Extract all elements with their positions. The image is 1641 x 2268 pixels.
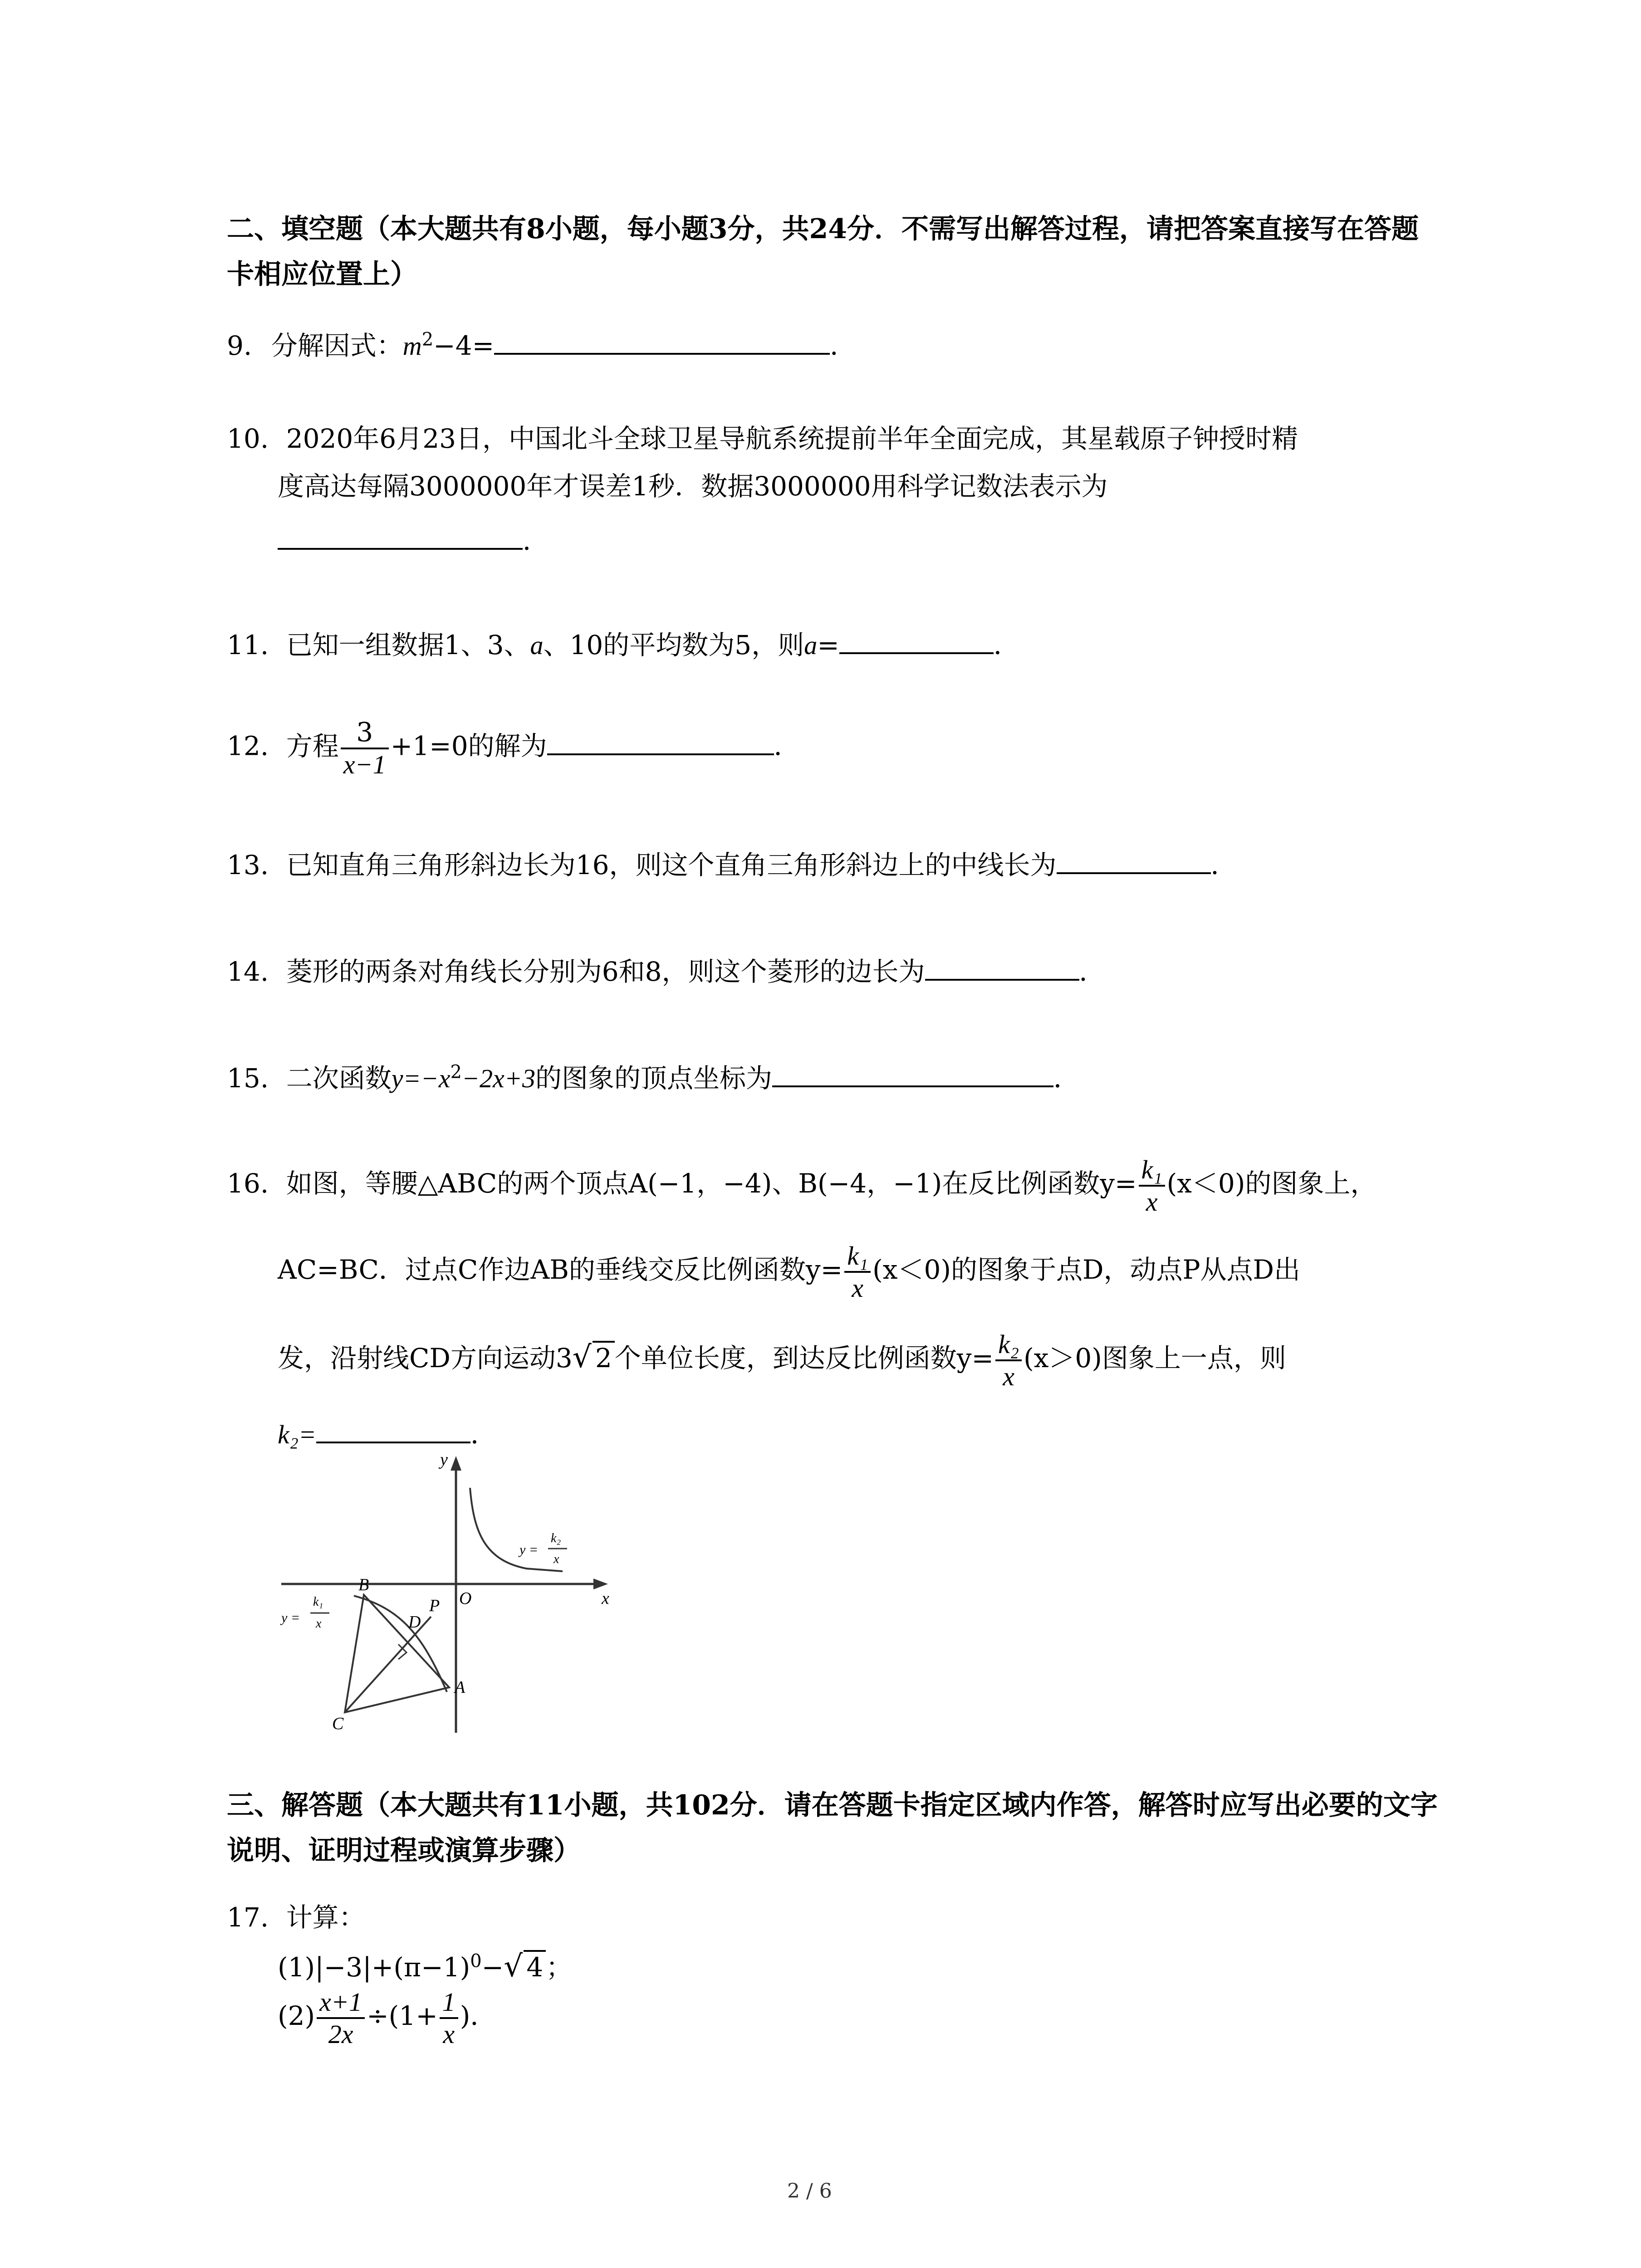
fraction-denominator: 2x [317,2017,365,2049]
question-number: 9. [227,330,252,361]
question-11 [227,624,1020,662]
question-15 [227,1057,1080,1095]
part-label: (2) [278,2000,315,2032]
answer-blank[interactable] [772,1058,1053,1087]
question-text: 已知一组数据1、3、 [286,630,530,660]
question-16-line-3 [278,1329,1286,1392]
question-10-line-3 [278,519,549,557]
question-17 [227,1896,365,1934]
label-b: B [358,1575,369,1594]
math-expression: −2x+3 [461,1064,535,1093]
question-text: (x＞0)图象上一点，则 [1024,1343,1286,1374]
math-expression: y=−x [391,1064,451,1093]
period: ． [993,630,1020,660]
question-text: AC=BC．过点C作边AB的垂线交反比例函数y= [278,1254,843,1286]
fraction-numerator: k₁ [847,1241,868,1271]
math-expression: ÷(1+ [367,2000,438,2032]
period: ． [1079,956,1106,987]
label-c: C [332,1714,344,1733]
answer-blank[interactable] [494,326,830,355]
exponent: 2 [450,1061,462,1083]
question-16-line-2 [278,1241,1300,1303]
answer-blank[interactable] [839,625,994,654]
question-number: 13. [227,850,269,880]
period: ． [774,730,800,762]
period: ． [1053,1063,1080,1094]
period: ． [523,525,549,556]
question-10 [227,417,1298,455]
question-10-line-2 [278,465,1108,503]
radicand: 2 [593,1341,615,1374]
question-17-part-1 [278,1946,572,1984]
question-16-line-1 [227,1154,1376,1217]
question-text: 分解因式： [271,330,403,361]
question-text: 已知直角三角形斜边长为16，则这个直角三角形斜边上的中线长为 [286,850,1057,880]
question-number: 16. [227,1168,269,1199]
period: ． [830,330,857,361]
fraction-denominator: x [1139,1185,1165,1217]
left-curve-y-label: y = [281,1610,300,1625]
answer-blank[interactable] [1057,845,1211,874]
question-text: 2020年6月23日，中国北斗全球卫星导航系统提前半年全面完成，其星载原子钟授时精 [286,423,1298,454]
y-axis-arrow [451,1456,461,1471]
question-number: 12. [227,730,269,762]
question-text: 计算： [286,1902,365,1933]
question-text: (x＜0)的图象上， [1166,1168,1377,1199]
math-expression: −4= [433,330,495,361]
fraction [844,1241,871,1303]
question-14 [227,950,1106,988]
left-curve-k-label: k₁ [313,1595,323,1609]
answer-blank[interactable] [278,521,523,550]
right-curve-x-label: x [554,1552,559,1566]
fraction [1139,1154,1165,1217]
exponent: 0 [470,1950,482,1972]
variable: a [804,631,818,660]
y-axis-label: y [440,1452,448,1469]
left-curve-x-label: x [316,1617,322,1631]
radical-sign: √ [504,1949,523,1984]
question-9 [227,324,856,362]
question-number: 14. [227,956,269,987]
question-number: 11. [227,630,269,660]
minus-sign: − [481,1952,504,1983]
fraction [440,1987,458,2049]
label-d: D [408,1613,421,1632]
section-2-title: 二、填空题（本大题共有8小题，每小题3分，共24分．不需写出解答过程，请把答案直接写在答题卡相应位置上） [227,213,1419,290]
question-text: 如图，等腰△ABC的两个顶点A(−1，−4)、B(−4，−1)在反比例函数y= [286,1168,1137,1199]
question-16-figure [272,1452,626,1742]
period: ． [1210,850,1237,880]
right-curve-y-label: y = [519,1542,539,1557]
equals-sign: = [817,630,839,660]
fraction-denominator: x [844,1271,871,1303]
math-expression: k₂= [278,1420,317,1449]
question-text: (x＜0)的图象于点D，动点P从点D出 [872,1254,1301,1286]
question-12 [227,717,800,780]
answer-blank[interactable] [925,952,1079,981]
answer-blank[interactable] [547,726,774,755]
radicand: 4 [524,1950,546,1983]
exponent: 2 [421,329,434,350]
fraction [341,717,389,780]
fraction-denominator: x−1 [341,748,389,780]
label-p: P [429,1596,440,1615]
right-curve-k-label: k₂ [551,1531,561,1545]
radical-sign: √ [572,1339,592,1375]
fraction-numerator: 3 [356,717,373,748]
fraction-numerator: 1 [442,1987,456,2017]
x-axis-label: x [602,1589,609,1608]
question-number: 10. [227,423,269,454]
right-hyperbola-curve [470,1488,563,1571]
section-3-title: 三、解答题（本大题共有11小题，共102分．请在答题卡指定区域内作答，解答时应写出必要的文字说明、证明过程或演算步骤） [227,1789,1438,1867]
question-number: 17. [227,1902,269,1933]
label-a: A [455,1678,465,1697]
origin-label: O [459,1589,472,1608]
math-expression: (1)|−3|+(π−1) [278,1952,470,1983]
question-text: 的图象的顶点坐标为 [535,1063,772,1094]
x-axis-arrow [593,1579,608,1589]
question-text: 发，沿射线CD方向运动3 [278,1343,573,1374]
period: ． [470,1419,497,1450]
variable: a [530,631,544,660]
page-number: 2 / 6 [787,2180,832,2203]
answer-blank[interactable] [316,1414,470,1443]
fraction-denominator: x [440,2017,458,2049]
question-text: 二次函数 [286,1063,392,1094]
question-text: 方程 [286,730,339,762]
question-text: +1=0的解为 [390,730,547,762]
math-expression: )． [460,2000,497,2032]
math-expression: m [402,331,422,361]
question-text: 度高达每隔3000000年才误差1秒．数据3000000用科学记数法表示为 [278,471,1108,502]
question-text: 、10的平均数为5，则 [543,630,804,660]
question-17-part-2 [278,1987,496,2049]
fraction-denominator: x [995,1359,1022,1392]
question-number: 15. [227,1063,269,1094]
fraction-numerator: k₁ [1141,1155,1162,1184]
question-text: 个单位长度，到达反比例函数y= [614,1343,994,1374]
fraction-numerator: x+1 [319,1987,362,2017]
semicolon: ； [546,1952,573,1983]
fraction [317,1987,365,2049]
fraction [995,1329,1022,1392]
question-16-line-4 [278,1413,497,1451]
question-text: 菱形的两条对角线长分别为6和8，则这个菱形的边长为 [286,956,925,987]
question-13 [227,844,1237,882]
fraction-numerator: k₂ [998,1330,1019,1359]
